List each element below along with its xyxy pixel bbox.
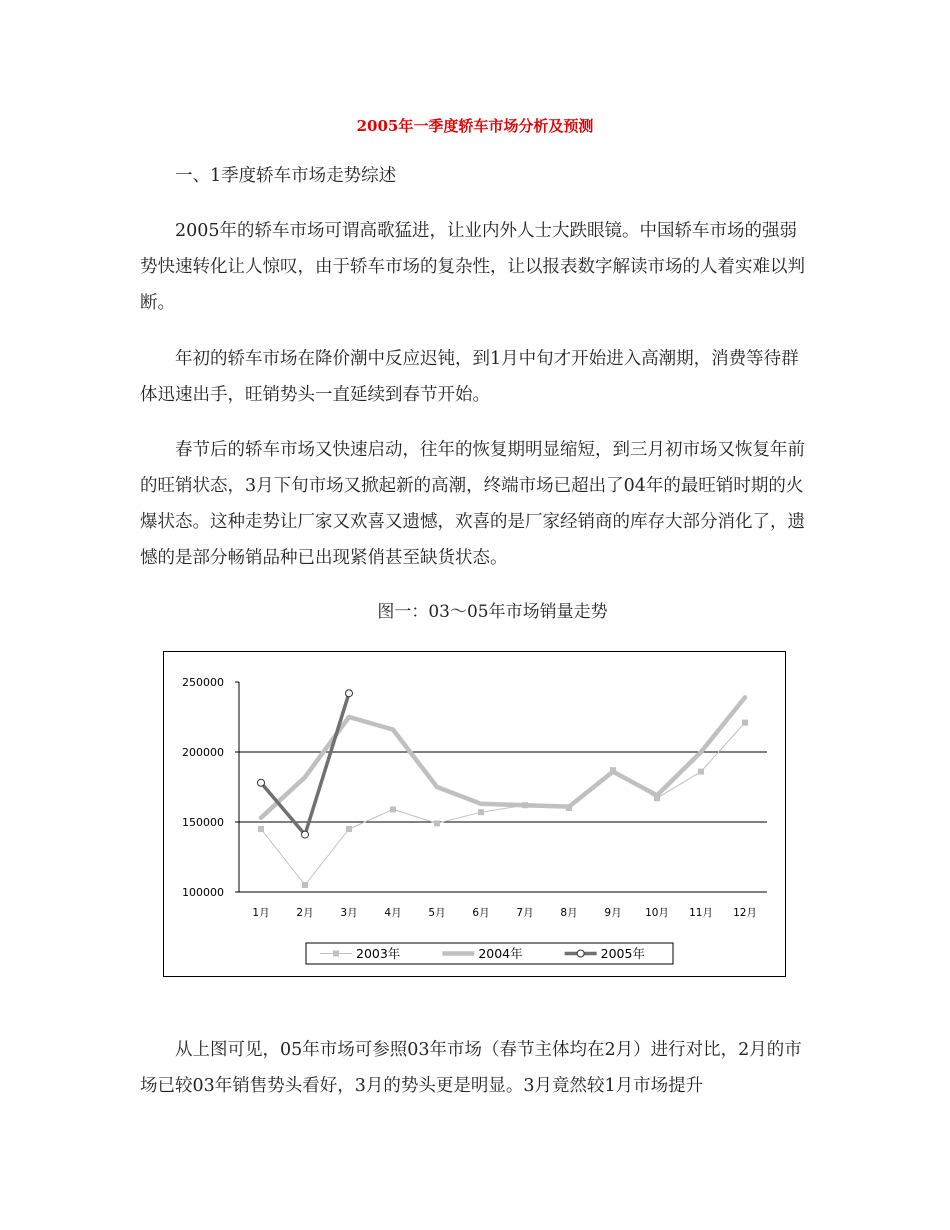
- data-point: [434, 820, 440, 826]
- x-tick-label: 9月: [604, 907, 622, 919]
- data-point: [698, 769, 704, 775]
- data-point: [258, 779, 265, 786]
- data-point: [346, 826, 352, 832]
- data-point: [742, 720, 748, 726]
- y-tick-label: 200000: [182, 746, 224, 759]
- x-tick-label: 6月: [472, 907, 490, 919]
- y-tick-label: 100000: [182, 886, 224, 899]
- data-point: [302, 831, 309, 838]
- chart-svg: [164, 652, 787, 978]
- data-point: [258, 826, 264, 832]
- paragraph-2: 年初的轿车市场在降价潮中反应迟钝，到1月中旬才开始进入高潮期，消费等待群体迅速出手，旺销势头一直延续到春节开始。: [140, 349, 799, 405]
- legend-marker: [577, 950, 584, 957]
- data-point: [390, 806, 396, 812]
- series-line-2004年: [261, 697, 745, 817]
- x-tick-label: 12月: [733, 907, 757, 919]
- x-tick-label: 4月: [384, 907, 402, 919]
- legend-label: 2005年: [600, 946, 645, 961]
- sales-trend-chart: [163, 651, 786, 977]
- data-point: [302, 882, 308, 888]
- x-tick-label: 8月: [560, 907, 578, 919]
- legend-marker: [333, 951, 339, 957]
- series-line-2005年: [261, 693, 349, 834]
- paragraph-after-chart: 从上图可见，05年市场可参照03年市场（春节主体均在2月）进行对比，2月的市场已较03年销售势头看好，3月的势头更是明显。3月竟然较1月市场提升: [140, 1040, 802, 1096]
- x-tick-label: 5月: [428, 907, 446, 919]
- legend-label: 2004年: [478, 946, 523, 961]
- data-point: [478, 809, 484, 815]
- y-tick-label: 150000: [182, 816, 224, 829]
- figure-caption: 图一：03～05年市场销量走势: [377, 602, 608, 622]
- section-heading: 一、1季度轿车市场走势综述: [175, 166, 397, 186]
- paragraph-3: 春节后的轿车市场又快速启动，往年的恢复期明显缩短，到三月初市场又恢复年前的旺销状态，3月下旬市场又掀起新的高潮，终端市场已超出了04年的最旺销时期的火爆状态。这种走势让厂家又欢喜又遗憾，欢喜的是厂家经销商的库存大部分消化了，遗憾的是部分畅销品种已出现紧俏甚至缺货状态。: [140, 440, 805, 568]
- legend-label: 2003年: [356, 946, 401, 961]
- x-tick-label: 1月: [252, 907, 270, 919]
- paragraph-1: 2005年的轿车市场可谓高歌猛进，让业内外人士大跌眼镜。中国轿车市场的强弱势快速转化让人惊叹，由于轿车市场的复杂性，让以报表数字解读市场的人着实难以判断。: [140, 221, 805, 313]
- x-tick-label: 11月: [689, 907, 713, 919]
- x-tick-label: 10月: [645, 907, 669, 919]
- y-tick-label: 250000: [182, 676, 224, 689]
- x-tick-label: 7月: [516, 907, 534, 919]
- document-title: 2005年一季度轿车市场分析及预测: [356, 117, 594, 135]
- x-tick-label: 3月: [340, 907, 358, 919]
- data-point: [346, 690, 353, 697]
- x-tick-label: 2月: [296, 907, 314, 919]
